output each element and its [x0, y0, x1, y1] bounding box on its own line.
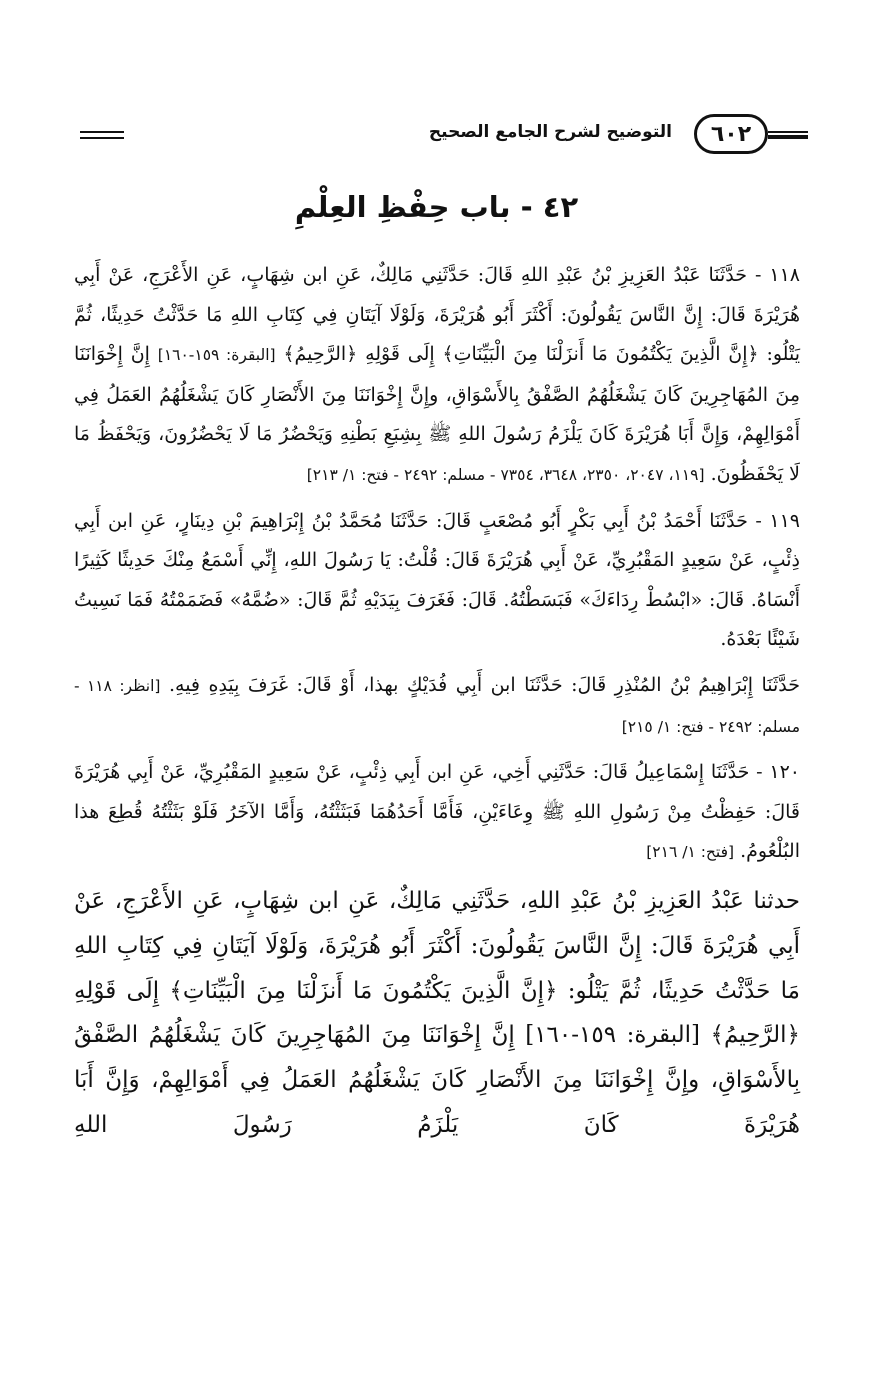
hadith-118-text-after: إِنَّ إِخْوَانَنَا مِنَ المُهَاجِرِينَ كَانَ يَشْغَلُهُمُ الصَّفْقُ بِالأَسْوَاقِ، وإِنَّ إِخْوَانَنَا مِنَ الأَنْصَارِ كَانَ يَشْغَلُهُمُ العَمَلُ فِي أَمْوَالِهِمْ، وَإِنَّ أَبَا هُرَيْرَةَ كَانَ يَلْزَمُ رَسُولَ اللهِ ﷺ بِشِبَعِ بَطْنِهِ وَيَحْضُرُ مَا لَا يَحْضُرُونَ، وَيَحْفَظُ مَا لَا يَحْفَظُونَ. — [74, 343, 800, 485]
hadith-119-text: ١١٩ - حَدَّثَنَا أَحْمَدُ بْنُ أَبِي بَكْرٍ أَبُو مُصْعَبٍ قَالَ: حَدَّثَنَا مُحَمَّدُ بْنُ إِبْرَاهِيمَ بْنِ دِينَارٍ، عَنِ ابن أَبِي ذِئْبٍ، عَنْ سَعِيدٍ المَقْبُرِيِّ، عَنْ أَبِي هُرَيْرَةَ قَالَ: قُلْتُ: يَا رَسُولَ اللهِ، إِنِّي أَسْمَعُ مِنْكَ حَدِيثًا كَثِيرًا أَنْسَاهُ. قَالَ: «ابْسُطْ رِدَاءَكَ» فَبَسَطْتُهُ. قَالَ: فَغَرَفَ بِيَدَيْهِ ثُمَّ قَالَ: «ضُمَّهُ» فَضَمَمْتُهُ فَمَا نَسِيتُ شَيْئًا بَعْدَهُ. — [74, 509, 801, 651]
hadith-118-ref: [١١٩، ٢٠٤٧، ٢٣٥٠، ٣٦٤٨، ٧٣٥٤ - مسلم: ٢٤٩٢ - فتح: ١/ ٢١٣] — [306, 465, 705, 484]
second-chain-text: حَدَّثَنَا إِبْرَاهِيمُ بْنُ المُنْذِرِ قَالَ: حَدَّثَنَا ابن أَبِي فُدَيْكٍ بهذا، أَوْ قَالَ: غَرَفَ بِيَدِهِ فِيهِ. — [168, 673, 801, 696]
hadith-118-quran-ref: [البقرة: ١٥٩-١٦٠] — [157, 346, 276, 365]
hadith-119-second-chain — [74, 666, 800, 747]
header-rule-left — [80, 131, 124, 139]
hadith-118 — [74, 256, 800, 496]
second-chain-ref: [انظر: ١١٨ - مسلم: ٢٤٩٢ - فتح: ١/ ٢١٥] — [74, 676, 800, 736]
hadith-120-ref: [فتح: ١/ ٢١٦] — [646, 843, 735, 862]
hadith-118-text: ١١٨ - حَدَّثَنَا عَبْدُ العَزِيزِ بْنُ عَبْدِ اللهِ قَالَ: حَدَّثَنِي مَالِكٌ، عَنِ ابن شِهَابٍ، عَنِ الأَعْرَجِ، عَنْ أَبِي هُرَيْرَةَ قَالَ: إِنَّ النَّاسَ يَقُولُونَ: أَكْثَرَ أَبُو هُرَيْرَةَ، وَلَوْلَا آيَتَانِ فِي كِتَابِ اللهِ مَا حَدَّثْتُ حَدِيثًا، ثُمَّ يَتْلُو: ﴿إِنَّ الَّذِينَ يَكْتُمُونَ مَا أَنزَلْنَا مِنَ الْبَيِّنَاتِ﴾ إِلَى قَوْلِهِ ﴿الرَّحِيمُ﴾ — [74, 264, 800, 366]
hadith-120 — [74, 753, 800, 873]
running-title: التوضيح لشرح الجامع الصحيح — [428, 122, 672, 142]
page-number: ٦٠٢ — [694, 114, 768, 154]
page-header — [80, 112, 808, 162]
header-rule-right — [768, 131, 808, 139]
hadith-119 — [74, 502, 800, 660]
commentary-text: حدثنا عَبْدُ العَزِيزِ بْنُ عَبْدِ اللهِ، حَدَّثَنِي مَالِكٌ، عَنِ ابن شِهَابٍ، عَنِ الأَعْرَجِ، عَنْ أَبِي هُرَيْرَةَ قَالَ: إِنَّ النَّاسَ يَقُولُونَ: أَكْثَرَ أَبُو هُرَيْرَةَ، وَلَوْلَا آيَتَانِ فِي كِتَابِ اللهِ مَا حَدَّثْتُ حَدِيثًا، ثُمَّ يَتْلُو: ﴿إِنَّ الَّذِينَ يَكْتُمُونَ مَا أَنزَلْنَا مِنَ الْبَيِّنَاتِ﴾ إِلَى قَوْلِهِ ﴿الرَّحِيمُ﴾ [البقرة: ١٥٩-١٦٠] إِنَّ إِخْوَانَنَا مِنَ المُهَاجِرِينَ كَانَ يَشْغَلُهُمُ الصَّفْقُ بِالأَسْوَاقِ، وإِنَّ إِخْوَانَنَا مِنَ الأَنْصَارِ كَانَ يَشْغَلُهُمُ العَمَلُ فِي أَمْوَالِهِمْ، وَإِنَّ أَبَا هُرَيْرَةَ كَانَ يَلْزَمُ رَسُولَ اللهِ — [74, 887, 800, 1138]
chapter-title: ٤٢ - باب حِفْظِ العِلْمِ — [294, 190, 579, 224]
page-body — [74, 256, 800, 1171]
hadith-120-text: ١٢٠ - حَدَّثَنَا إِسْمَاعِيلُ قَالَ: حَدَّثَنِي أَخِي، عَنِ ابن أَبِي ذِئْبٍ، عَنْ سَعِيدٍ المَقْبُرِيِّ، عَنْ أَبِي هُرَيْرَةَ قَالَ: حَفِظْتُ مِنْ رَسُولِ اللهِ ﷺ وِعَاءَيْنِ، فَأَمَّا أَحَدُهُمَا فَبَثَثْتُهُ، وَأَمَّا الآخَرُ فَلَوْ بَثَثْتُهُ قُطِعَ هذا البُلْعُومُ. — [74, 761, 800, 863]
